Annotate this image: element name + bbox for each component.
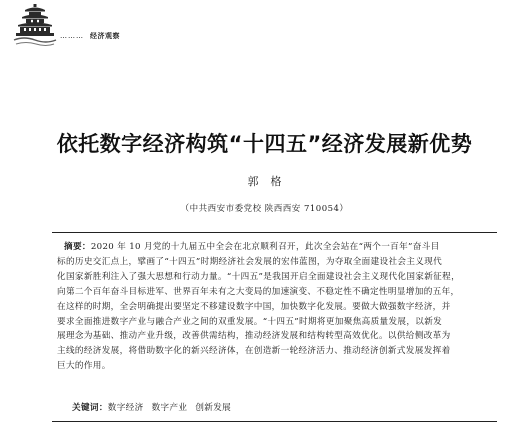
abstract-line: 要求全面推进数字产业与融合产业之间的双重发展。“十四五”时期将更加聚焦高质量发展，以新发	[57, 316, 443, 327]
abstract-line: 主线的经济发展，将借助数字化的新兴经济体，在创造新一轮经济活力、推动经济创新式发展发挥着	[57, 346, 451, 357]
journal-logo-icon	[12, 2, 58, 48]
abstract-label: 摘要：	[64, 242, 91, 252]
keyword-item: 数字经济	[107, 403, 144, 413]
keyword-item: 创新发展	[195, 403, 232, 413]
abstract-line: 在这样的时期，全会明确提出要坚定不移建设数字中国，加快数字化发展。要做大做强数字经济，并	[57, 301, 451, 312]
abstract-line: 化国家新胜利注入了强大思想和行动力量。“十四五”是我国开启全面建设社会主义现代化国家新征程，	[57, 271, 461, 282]
abstract-line: 展理念为基础、推动产业升级，改善供需结构，推动经济发展和结构转型高效优化。以供给侧改革为	[57, 331, 451, 342]
author-affiliation: （中共西安市委党校 陕西西安 710054）	[180, 204, 349, 214]
abstract-bottom-rule	[52, 421, 497, 422]
abstract-line	[57, 240, 491, 255]
abstract-line: 向第二个百年奋斗目标进军、世界百年未有之大变局的加速演变、不稳定性不确定性明显增加的五年，	[57, 286, 460, 297]
article-author: 郭格	[247, 175, 294, 188]
abstract-block	[57, 240, 491, 374]
column-dots: ………	[60, 32, 84, 40]
abstract-top-rule	[52, 232, 497, 233]
abstract-text: 2020 年 10 月党的十九届五中全会在北京顺利召开，此次全会站在“两个一百年”奋斗目	[90, 242, 440, 252]
abstract-line: 标的历史交汇点上，擘画了“十四五”时期经济社会发展的宏伟蓝图，为夺取全面建设社会主义现代	[57, 256, 443, 267]
article-title: 依托数字经济构筑“十四五”经济发展新优势	[56, 132, 473, 156]
abstract-line: 巨大的作用。	[57, 361, 111, 372]
column-title: 经济观察	[90, 31, 120, 40]
keywords-label: 关键词：	[72, 403, 108, 413]
keywords-line	[72, 401, 239, 413]
keyword-item: 数字产业	[151, 403, 188, 413]
journal-column-name	[60, 31, 120, 41]
